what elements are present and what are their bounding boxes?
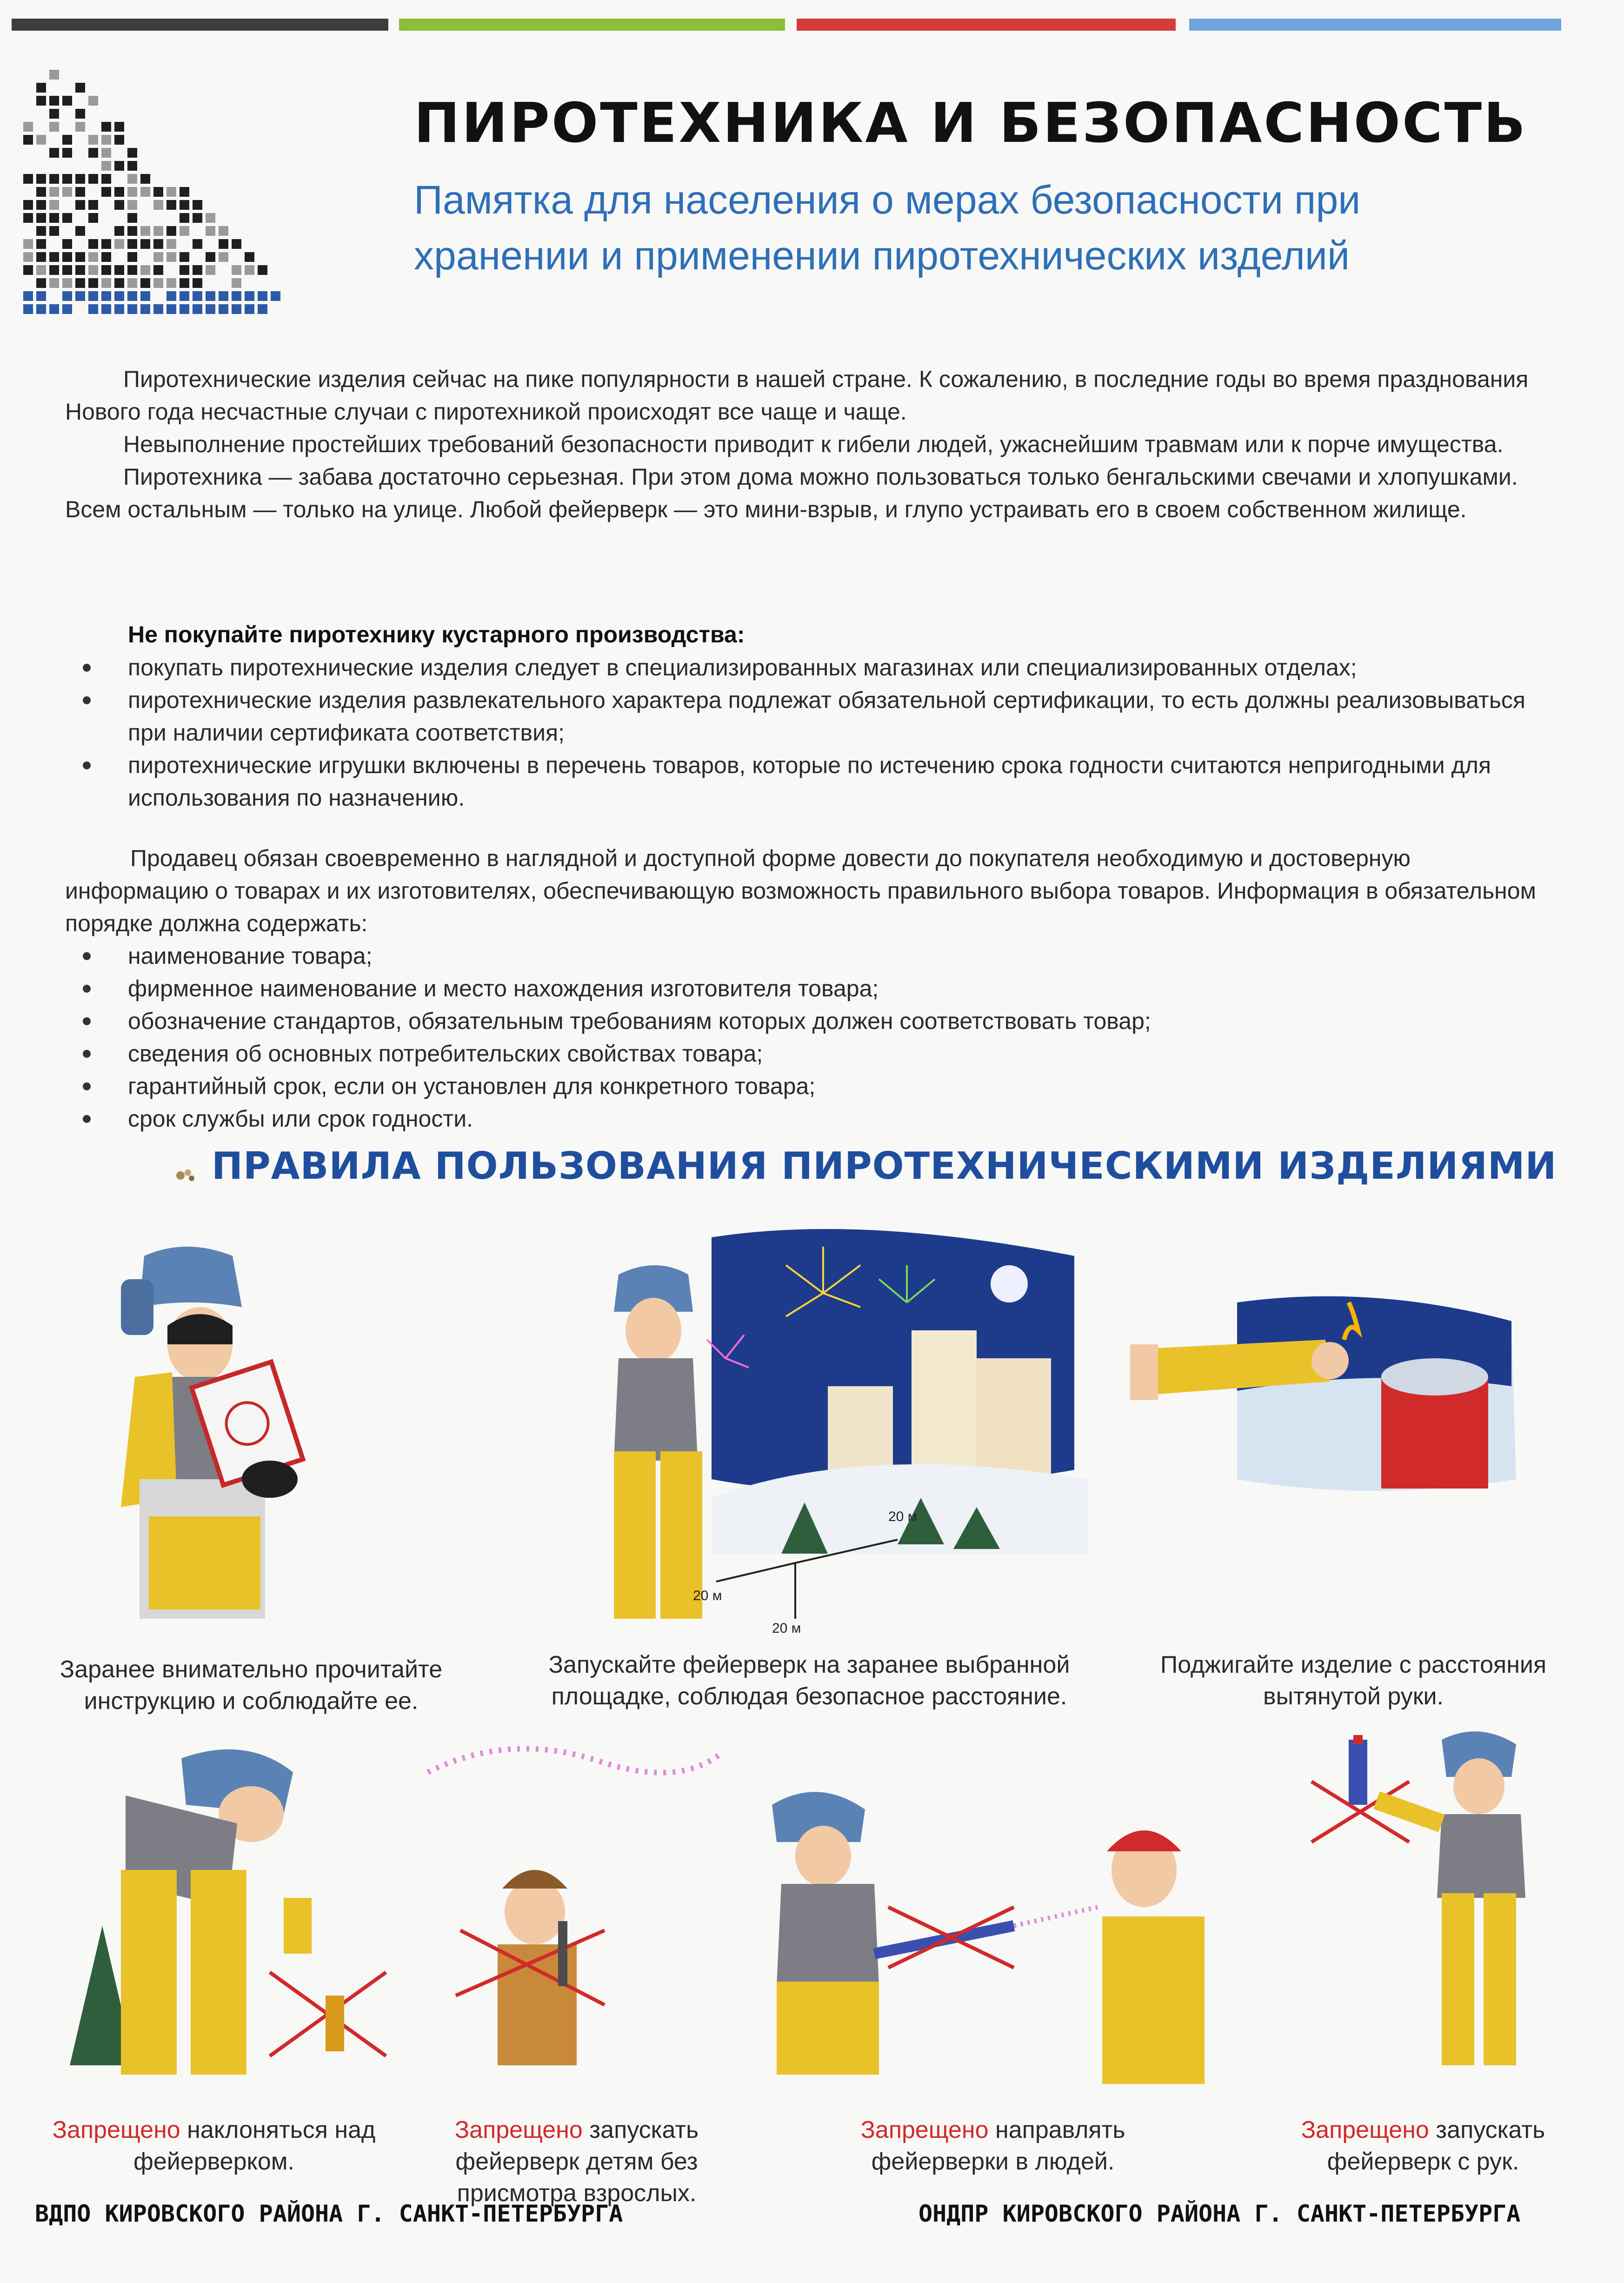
- page-title: ПИРОТЕХНИКА И БЕЗОПАСНОСТЬ: [414, 91, 1528, 155]
- list-item: обозначение стандартов, обязательным требованиям которых должен соответствовать товар;: [65, 1005, 1553, 1037]
- list-item: наименование товара;: [65, 940, 1553, 972]
- footer-right: ОНДПР КИРОВСКОГО РАЙОНА Г. САНКТ-ПЕТЕРБУРГА: [918, 2200, 1521, 2227]
- list-item: покупать пиротехнические изделия следует в специализированных магазинах или специализированных отделах;: [65, 651, 1553, 684]
- page-subtitle: Памятка для населения о мерах безопасности при хранении и применении пиротехнических изделий: [414, 178, 1361, 278]
- pixel-logo-icon: [23, 70, 284, 340]
- prohibition-text: запускать фейерверк детям без присмотра взрослых.: [455, 2116, 699, 2207]
- list-item: пиротехнические изделия развлекательного характера подлежат обязательной сертификации, то есть должны реализовываться при наличии сертификата соответствия;: [65, 684, 1553, 749]
- intro-paragraph: Пиротехника — забава достаточно серьезная. При этом дома можно пользоваться только бенгальскими свечами и хлопушками. Всем остальным — только на улице. Любой фейерверк — это мини-взрыв, и глупо устраивать его в своем собственном жилище.: [65, 464, 1518, 522]
- prohibition-text: запускать фейерверк с рук.: [1327, 2116, 1545, 2175]
- stripe-dark: [12, 19, 388, 31]
- prohibition-caption: [37, 2114, 391, 2177]
- child-fireworks-illustration: [419, 1735, 735, 2103]
- prohibition-text: направлять фейерверки в людей.: [871, 2116, 1125, 2175]
- prohibition-text: наклоняться над фейерверком.: [133, 2116, 376, 2175]
- distance-label: 20 м: [888, 1509, 918, 1524]
- list-item: срок службы или срок годности.: [65, 1102, 1553, 1135]
- rules-heading: ПРАВИЛА ПОЛЬЗОВАНИЯ ПИРОТЕХНИЧЕСКИМИ ИЗДЕЛИЯМИ: [212, 1144, 1557, 1188]
- intro-paragraph: Невыполнение простейших требований безопасности приводит к гибели людей, ужаснейшим травмам или к порче имущества.: [123, 431, 1504, 457]
- seller-paragraph: Продавец обязан своевременно в наглядной и доступной форме довести до покупателя необходимую и достоверную информацию о товарах и их изготовителях, обеспечивающую возможность правильного выбора товаров. Информация в обязательном порядке должна содержать:: [65, 845, 1536, 936]
- prohibited-label: Запрещено: [860, 2116, 989, 2143]
- warning-list: [65, 651, 1553, 814]
- rule-caption: Заранее внимательно прочитайте инструкцию и соблюдайте ее.: [60, 1656, 443, 1715]
- footer-left: ВДПО КИРОВСКОГО РАЙОНА Г. САНКТ-ПЕТЕРБУРГА: [35, 2200, 623, 2227]
- list-item: сведения об основных потребительских свойствах товара;: [65, 1037, 1553, 1070]
- rule-caption: Запускайте фейерверк на заранее выбранной площадке, соблюдая безопасное расстояние.: [548, 1651, 1070, 1710]
- distance-label: 20 м: [693, 1588, 722, 1603]
- stripe-green: [399, 19, 785, 31]
- list-item: фирменное наименование и место нахождения изготовителя товара;: [65, 972, 1553, 1005]
- intro-text: [65, 363, 1553, 526]
- rule-caption: Поджигайте изделие с расстояния вытянутой руки.: [1160, 1651, 1547, 1710]
- warning-heading: Не покупайте пиротехнику кустарного производства:: [128, 621, 745, 648]
- sparkle-icon: [172, 1165, 198, 1184]
- list-item: пиротехнические игрушки включены в перечень товаров, которые по истечению срока годности считаются непригодными для использования по назначению.: [65, 749, 1553, 814]
- list-item: гарантийный срок, если он установлен для конкретного товара;: [65, 1070, 1553, 1102]
- prohibition-caption: [819, 2114, 1167, 2177]
- intro-paragraph: Пиротехнические изделия сейчас на пике популярности в нашей стране. К сожалению, в последние годы во время празднования Нового года несчастные случаи с пиротехникой происходят все чаще и чаще.: [65, 366, 1529, 425]
- distance-label: 20 м: [772, 1621, 801, 1636]
- bending-over-illustration: [51, 1730, 423, 2103]
- seller-text: [65, 842, 1553, 940]
- stripe-blue: [1189, 19, 1561, 31]
- prohibited-label: Запрещено: [52, 2116, 180, 2143]
- prohibition-caption: [409, 2114, 744, 2209]
- prohibited-label: Запрещено: [1301, 2116, 1429, 2143]
- seller-list: [65, 940, 1553, 1135]
- prohibited-label: Запрещено: [454, 2116, 583, 2143]
- reading-instructions-illustration: [93, 1237, 353, 1642]
- aim-at-people-illustration: [735, 1768, 1284, 2103]
- stripe-red: [797, 19, 1176, 31]
- handheld-firework-illustration: [1302, 1721, 1563, 2093]
- launch-site-illustration: [535, 1219, 1107, 1637]
- prohibition-caption: [1284, 2114, 1563, 2177]
- arm-length-illustration: [1130, 1284, 1549, 1516]
